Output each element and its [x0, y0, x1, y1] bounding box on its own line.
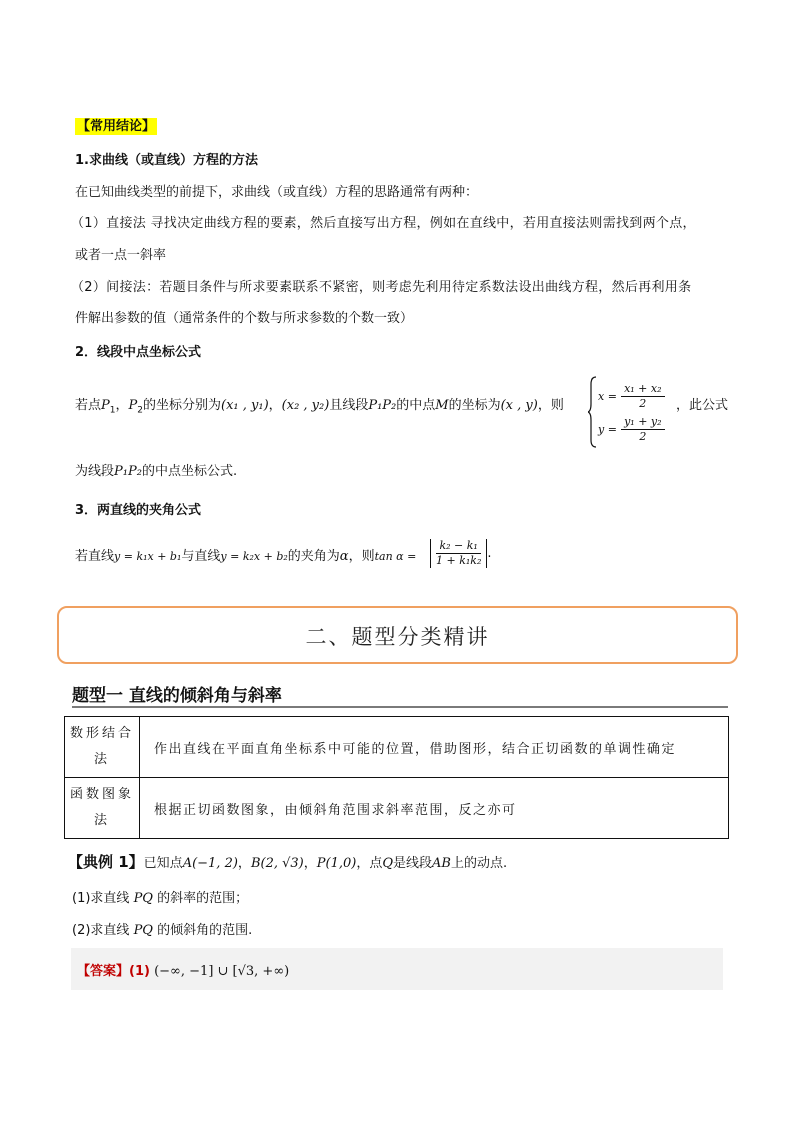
example-stem: 【典例 1】已知点A(−1, 2)，B(2, √3)，P(1,0)，点Q是线段AB上的动点. — [68, 853, 508, 871]
section-banner — [57, 606, 738, 664]
type-title: 题型一 直线的倾斜角与斜率 — [72, 686, 282, 706]
method-desc: 根据正切函数图象，由倾斜角范围求斜率范围，反之亦可 — [140, 778, 729, 839]
paragraph: （2）间接法：若题目条件与所求要素联系不紧密，则考虑先利用待定系数法设出曲线方程，然后再利用条 — [71, 280, 692, 295]
paragraph: 件解出参数的值（通常条件的个数与所求参数的个数一致） — [75, 311, 414, 326]
brace-icon — [588, 376, 598, 448]
conclusions-tag: 【常用结论】 — [77, 119, 156, 134]
heading-midpoint: 2．线段中点坐标公式 — [75, 345, 202, 360]
paragraph: （1）直接法 寻找决定曲线方程的要素，然后直接写出方程，例如在直线中，若用直接法则需找到两个点， — [71, 216, 696, 231]
method-name: 函数图象 法 — [65, 778, 140, 839]
angle-formula-line: 若直线y = k₁x + b₁与直线y = k₂x + b₂的夹角为α，则tan α = — [75, 549, 417, 564]
method-desc: 作出直线在平面直角坐标系中可能的位置，借助图形，结合正切函数的单调性确定 — [140, 717, 729, 778]
methods-table — [64, 716, 729, 839]
midpoint-formula-tail: ，此公式 — [676, 398, 729, 413]
paragraph: 在已知曲线类型的前提下，求曲线（或直线）方程的思路通常有两种： — [75, 185, 479, 200]
paragraph: 或者一点一斜率 — [75, 248, 167, 263]
type-divider — [72, 706, 728, 708]
answer-text: 【答案】(1) (−∞, −1] ∪ [√3, +∞) — [77, 964, 290, 979]
question-2: (2)求直线 PQ 的倾斜角的范围. — [72, 923, 253, 938]
angle-abs-fraction: $\frac{\text{k₂ − k₁}}{\text{1 + k₁k₂}}$ . — [430, 539, 492, 568]
section-title: 二、题型分类精讲 — [305, 625, 490, 649]
midpoint-system: x = $\frac{\text{x₁ + x₂}}{2}$ y = $\frac{\text{y₁ + y₂}}{2}$ — [588, 374, 668, 450]
table-row — [65, 778, 729, 839]
question-1: (1)求直线 PQ 的斜率的范围； — [72, 891, 249, 906]
table-row — [65, 717, 729, 778]
heading-curve-equation: 1.求曲线（或直线）方程的方法 — [75, 153, 258, 168]
midpoint-formula-end: 为线段P₁P₂的中点坐标公式. — [75, 464, 238, 479]
answer-box — [71, 948, 723, 990]
method-name: 数形结合 法 — [65, 717, 140, 778]
midpoint-formula-line: 若点$P_1$，$P_2$的坐标分别为(x₁ , y₁)，(x₂ , y₂)且线段P₁P₂的中点M的坐标为(x , y)，则 — [75, 398, 564, 416]
heading-angle-formula: 3．两直线的夹角公式 — [75, 503, 202, 518]
